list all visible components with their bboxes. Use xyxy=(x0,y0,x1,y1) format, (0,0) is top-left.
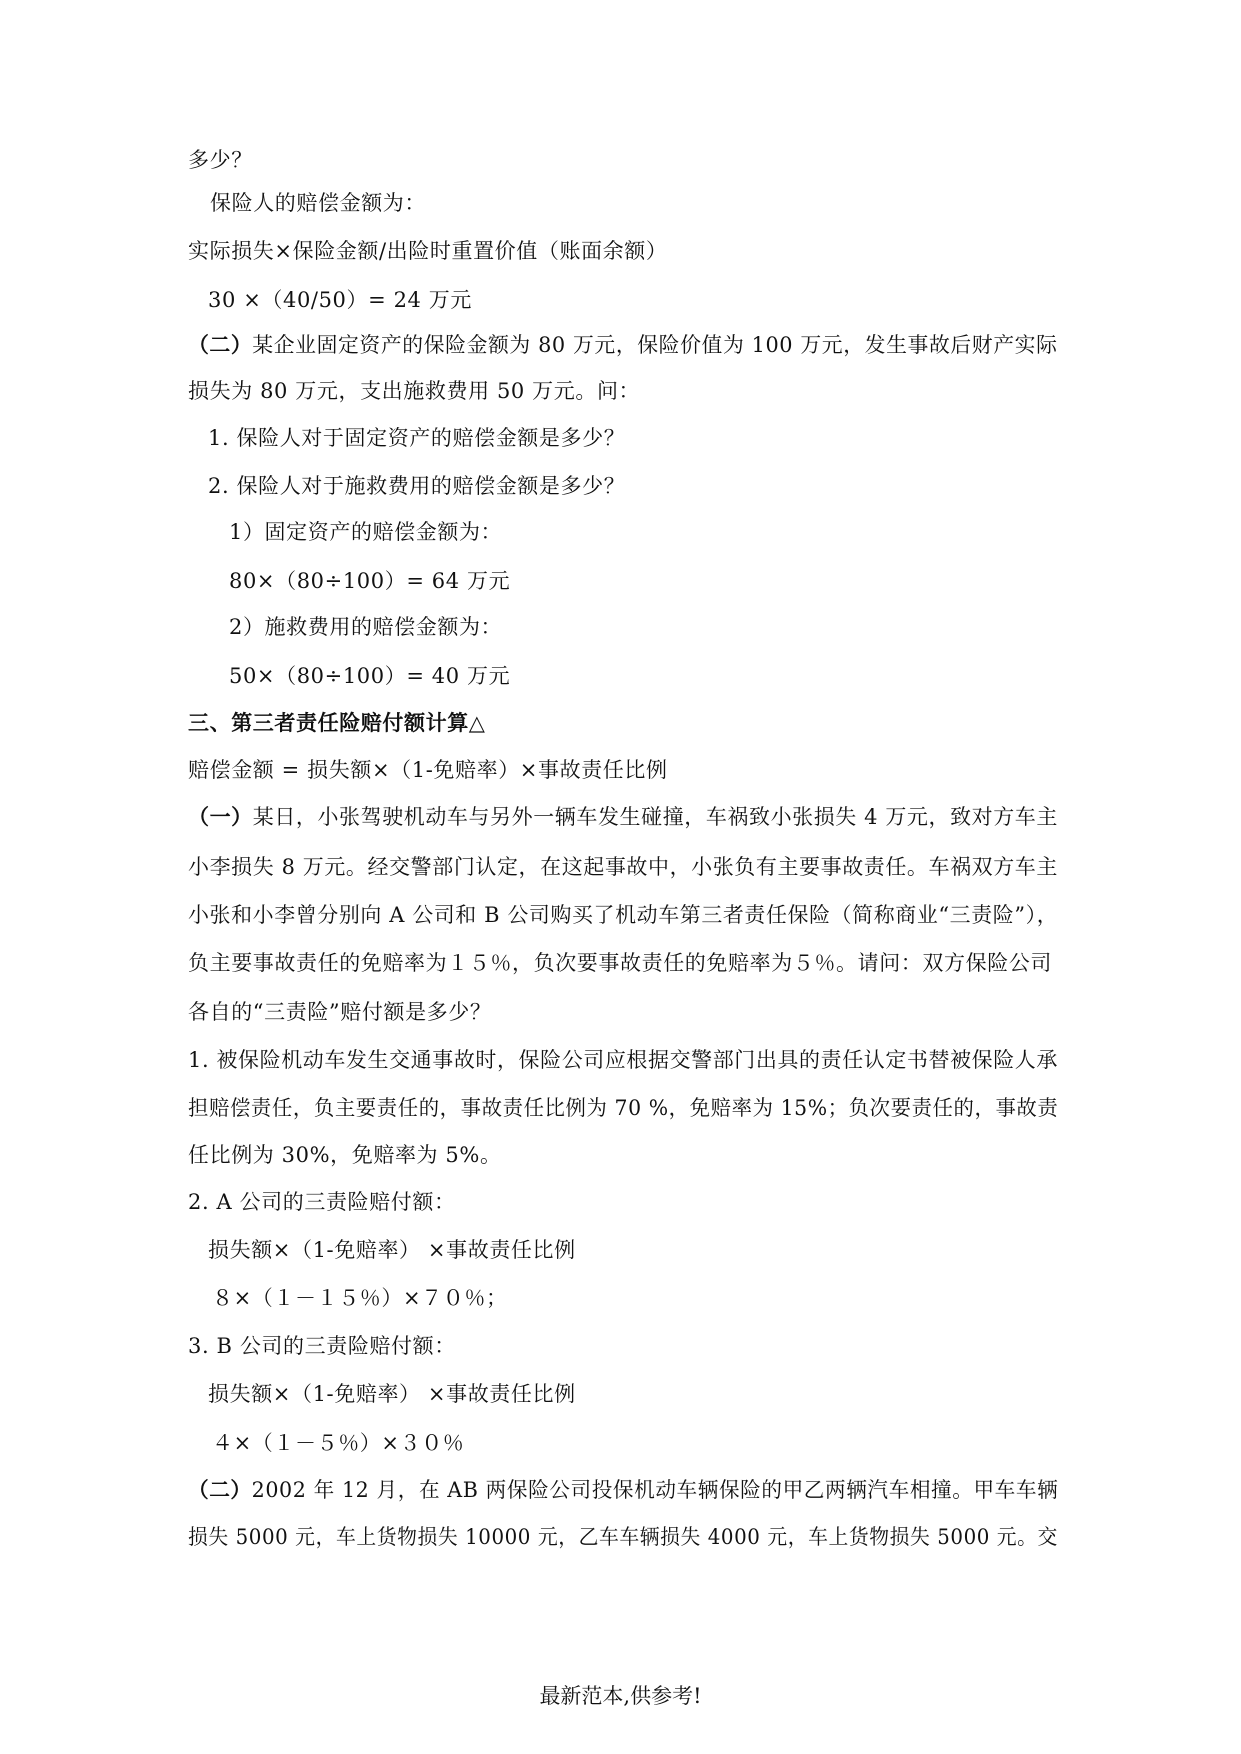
text-line: 损失 5000 元，车上货物损失 10000 元，乙车车辆损失 4000 元，车上货物损失 5000 元。交 xyxy=(188,1525,1058,1549)
text-line: 3. B 公司的三责险赔付额： xyxy=(188,1334,456,1358)
text-line: 2）施救费用的赔偿金额为： xyxy=(229,615,503,639)
formula-line: ４×（１－５％）×３０％ xyxy=(212,1431,465,1455)
text-line: 赔偿金额 = 损失额×（1-免赔率）×事故责任比例 xyxy=(188,758,668,782)
paragraph-marker: （一） xyxy=(188,804,253,829)
text-line: 任比例为 30%，免赔率为 5%。 xyxy=(188,1143,502,1167)
list-item: 2. 保险人对于施救费用的赔偿金额是多少？ xyxy=(208,474,626,498)
formula-line: 损失额×（1-免赔率） ×事故责任比例 xyxy=(208,1382,576,1406)
text-line: 50×（80÷100）= 40 万元 xyxy=(229,664,511,688)
formula-line: 损失额×（1-免赔率） ×事故责任比例 xyxy=(208,1238,576,1262)
text-line: 30 ×（40/50）= 24 万元 xyxy=(208,288,472,312)
text-line: （二）某企业固定资产的保险金额为 80 万元，保险价值为 100 万元，发生事故后财产实际 xyxy=(188,332,1058,357)
text-line: 负主要事故责任的免赔率为１５％，负次要事故责任的免赔率为５％。请问：双方保险公司 xyxy=(188,951,1052,975)
list-item: 1. 保险人对于固定资产的赔偿金额是多少？ xyxy=(208,426,626,450)
page-footer: 最新范本,供参考! xyxy=(539,1684,702,1708)
text-line: （一）某日，小张驾驶机动车与另外一辆车发生碰撞，车祸致小张损失 4 万元，致对方车主 xyxy=(188,804,1058,829)
text-line: 担赔偿责任，负主要责任的，事故责任比例为 70 %，免赔率为 15%；负次要责任的，事故责 xyxy=(188,1096,1059,1120)
text-line: 1. 被保险机动车发生交通事故时，保险公司应根据交警部门出具的责任认定书替被保险人承 xyxy=(188,1048,1058,1072)
text-line: 多少？ xyxy=(188,148,253,172)
text-line: 实际损失×保险金额/出险时重置价值（账面余额） xyxy=(188,239,668,263)
text-line: 小张和小李曾分别向 A 公司和 B 公司购买了机动车第三者责任保险（简称商业“三责险”）， xyxy=(188,903,1059,927)
formula-line: ８×（１－１５％）×７０％； xyxy=(212,1286,508,1310)
text-line: 80×（80÷100）= 64 万元 xyxy=(229,569,511,593)
paragraph-marker: （二） xyxy=(188,1477,252,1502)
text-line: （二）2002 年 12 月，在 AB 两保险公司投保机动车辆保险的甲乙两辆汽车相撞。甲车车辆 xyxy=(188,1477,1059,1502)
text-line: 保险人的赔偿金额为： xyxy=(210,191,426,215)
section-heading: 三、第三者责任险赔付额计算△ xyxy=(188,710,486,735)
text-line: 各自的“三责险”赔付额是多少？ xyxy=(188,1000,492,1024)
paragraph-marker: （二） xyxy=(188,332,253,357)
text-line: 1）固定资产的赔偿金额为： xyxy=(229,520,503,544)
text-line: 损失为 80 万元，支出施救费用 50 万元。问： xyxy=(188,379,641,403)
text-line: 小李损失 8 万元。经交警部门认定，在这起事故中，小张负有主要事故责任。车祸双方车主 xyxy=(188,855,1058,879)
text-line: 2. A 公司的三责险赔付额： xyxy=(188,1190,456,1214)
